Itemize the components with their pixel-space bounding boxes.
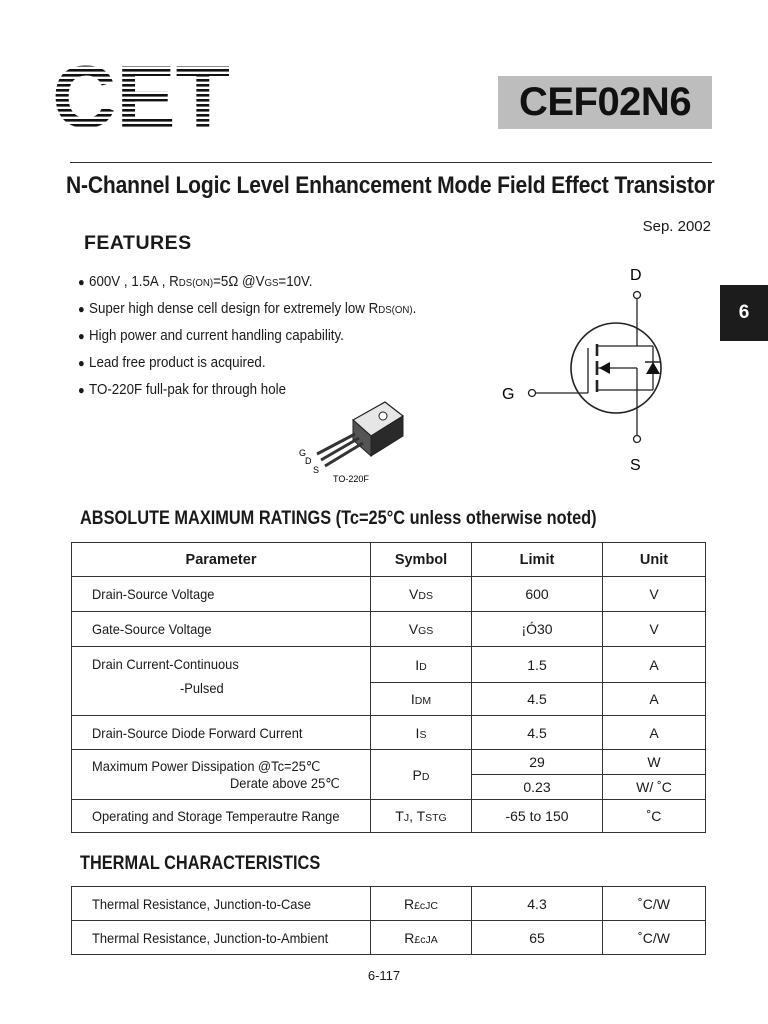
features-list [78,272,518,407]
symbol-d-label: D [630,267,642,284]
cet-logo [54,64,229,129]
to220f-package-drawing [295,398,415,488]
table-row: Thermal Resistance, Junction-to-Ambient R£cJA 65 ˚C/W [72,921,706,955]
table-row: IDM 4.5 A [72,683,706,716]
table-row: 0.23 W/ ˚C [72,775,706,800]
table-row: Maximum Power Dissipation @Tc=25℃ Derate above 25℃ PD 29 W [72,750,706,775]
feature-item: ● Super high dense cell design for extremely low RDS(ON). [78,301,417,317]
table-row: Drain Current-Continuous -Pulsed ID 1.5 A [72,647,706,683]
col-header: Limit [472,543,603,577]
package-name: TO-220F [333,474,369,484]
document-title: N-Channel Logic Level Enhancement Mode Field Effect Transistor [66,172,715,199]
part-number: CEF02N6 [498,76,712,129]
abs-max-table [71,542,706,833]
pin-s-label: S [313,465,320,475]
pin-g-label: G [299,448,307,458]
table-row: Drain-Source Voltage VDS 600 V [72,577,706,612]
thermal-heading: THERMAL CHARACTERISTICS [80,853,321,874]
page-tab: 6 [720,285,768,341]
abs-max-heading: ABSOLUTE MAXIMUM RATINGS (Tc=25°C unless otherwise noted) [80,508,597,529]
feature-item: ● Lead free product is acquired. [78,355,266,371]
feature-item: ● High power and current handling capability. [78,328,344,344]
table-row: Operating and Storage Temperautre Range TJ, TSTG -65 to 150 ˚C [72,800,706,833]
table-header-row [72,543,706,577]
col-header: Parameter [72,543,371,577]
symbol-g-label: G [502,386,515,403]
col-header: Symbol [371,543,472,577]
document-date: Sep. 2002 [642,218,711,235]
table-row: Gate-Source Voltage VGS ¡Ó30 V [72,612,706,647]
col-header: Unit [603,543,706,577]
header-divider [70,162,712,163]
table-row: Thermal Resistance, Junction-to-Case R£cJC 4.3 ˚C/W [72,887,706,921]
feature-item: ● TO-220F full-pak for through hole [78,382,287,398]
table-row: Drain-Source Diode Forward Current IS 4.5 A [72,716,706,750]
symbol-s-label: S [630,457,641,474]
thermal-table [71,886,706,955]
feature-item: ● 600V , 1.5A , RDS(ON)=5Ω @VGS=10V. [78,274,313,290]
pin-d-label: D [305,456,312,466]
features-heading: FEATURES [84,232,192,254]
mosfet-symbol [496,262,676,482]
page-number: 6-117 [367,968,401,983]
